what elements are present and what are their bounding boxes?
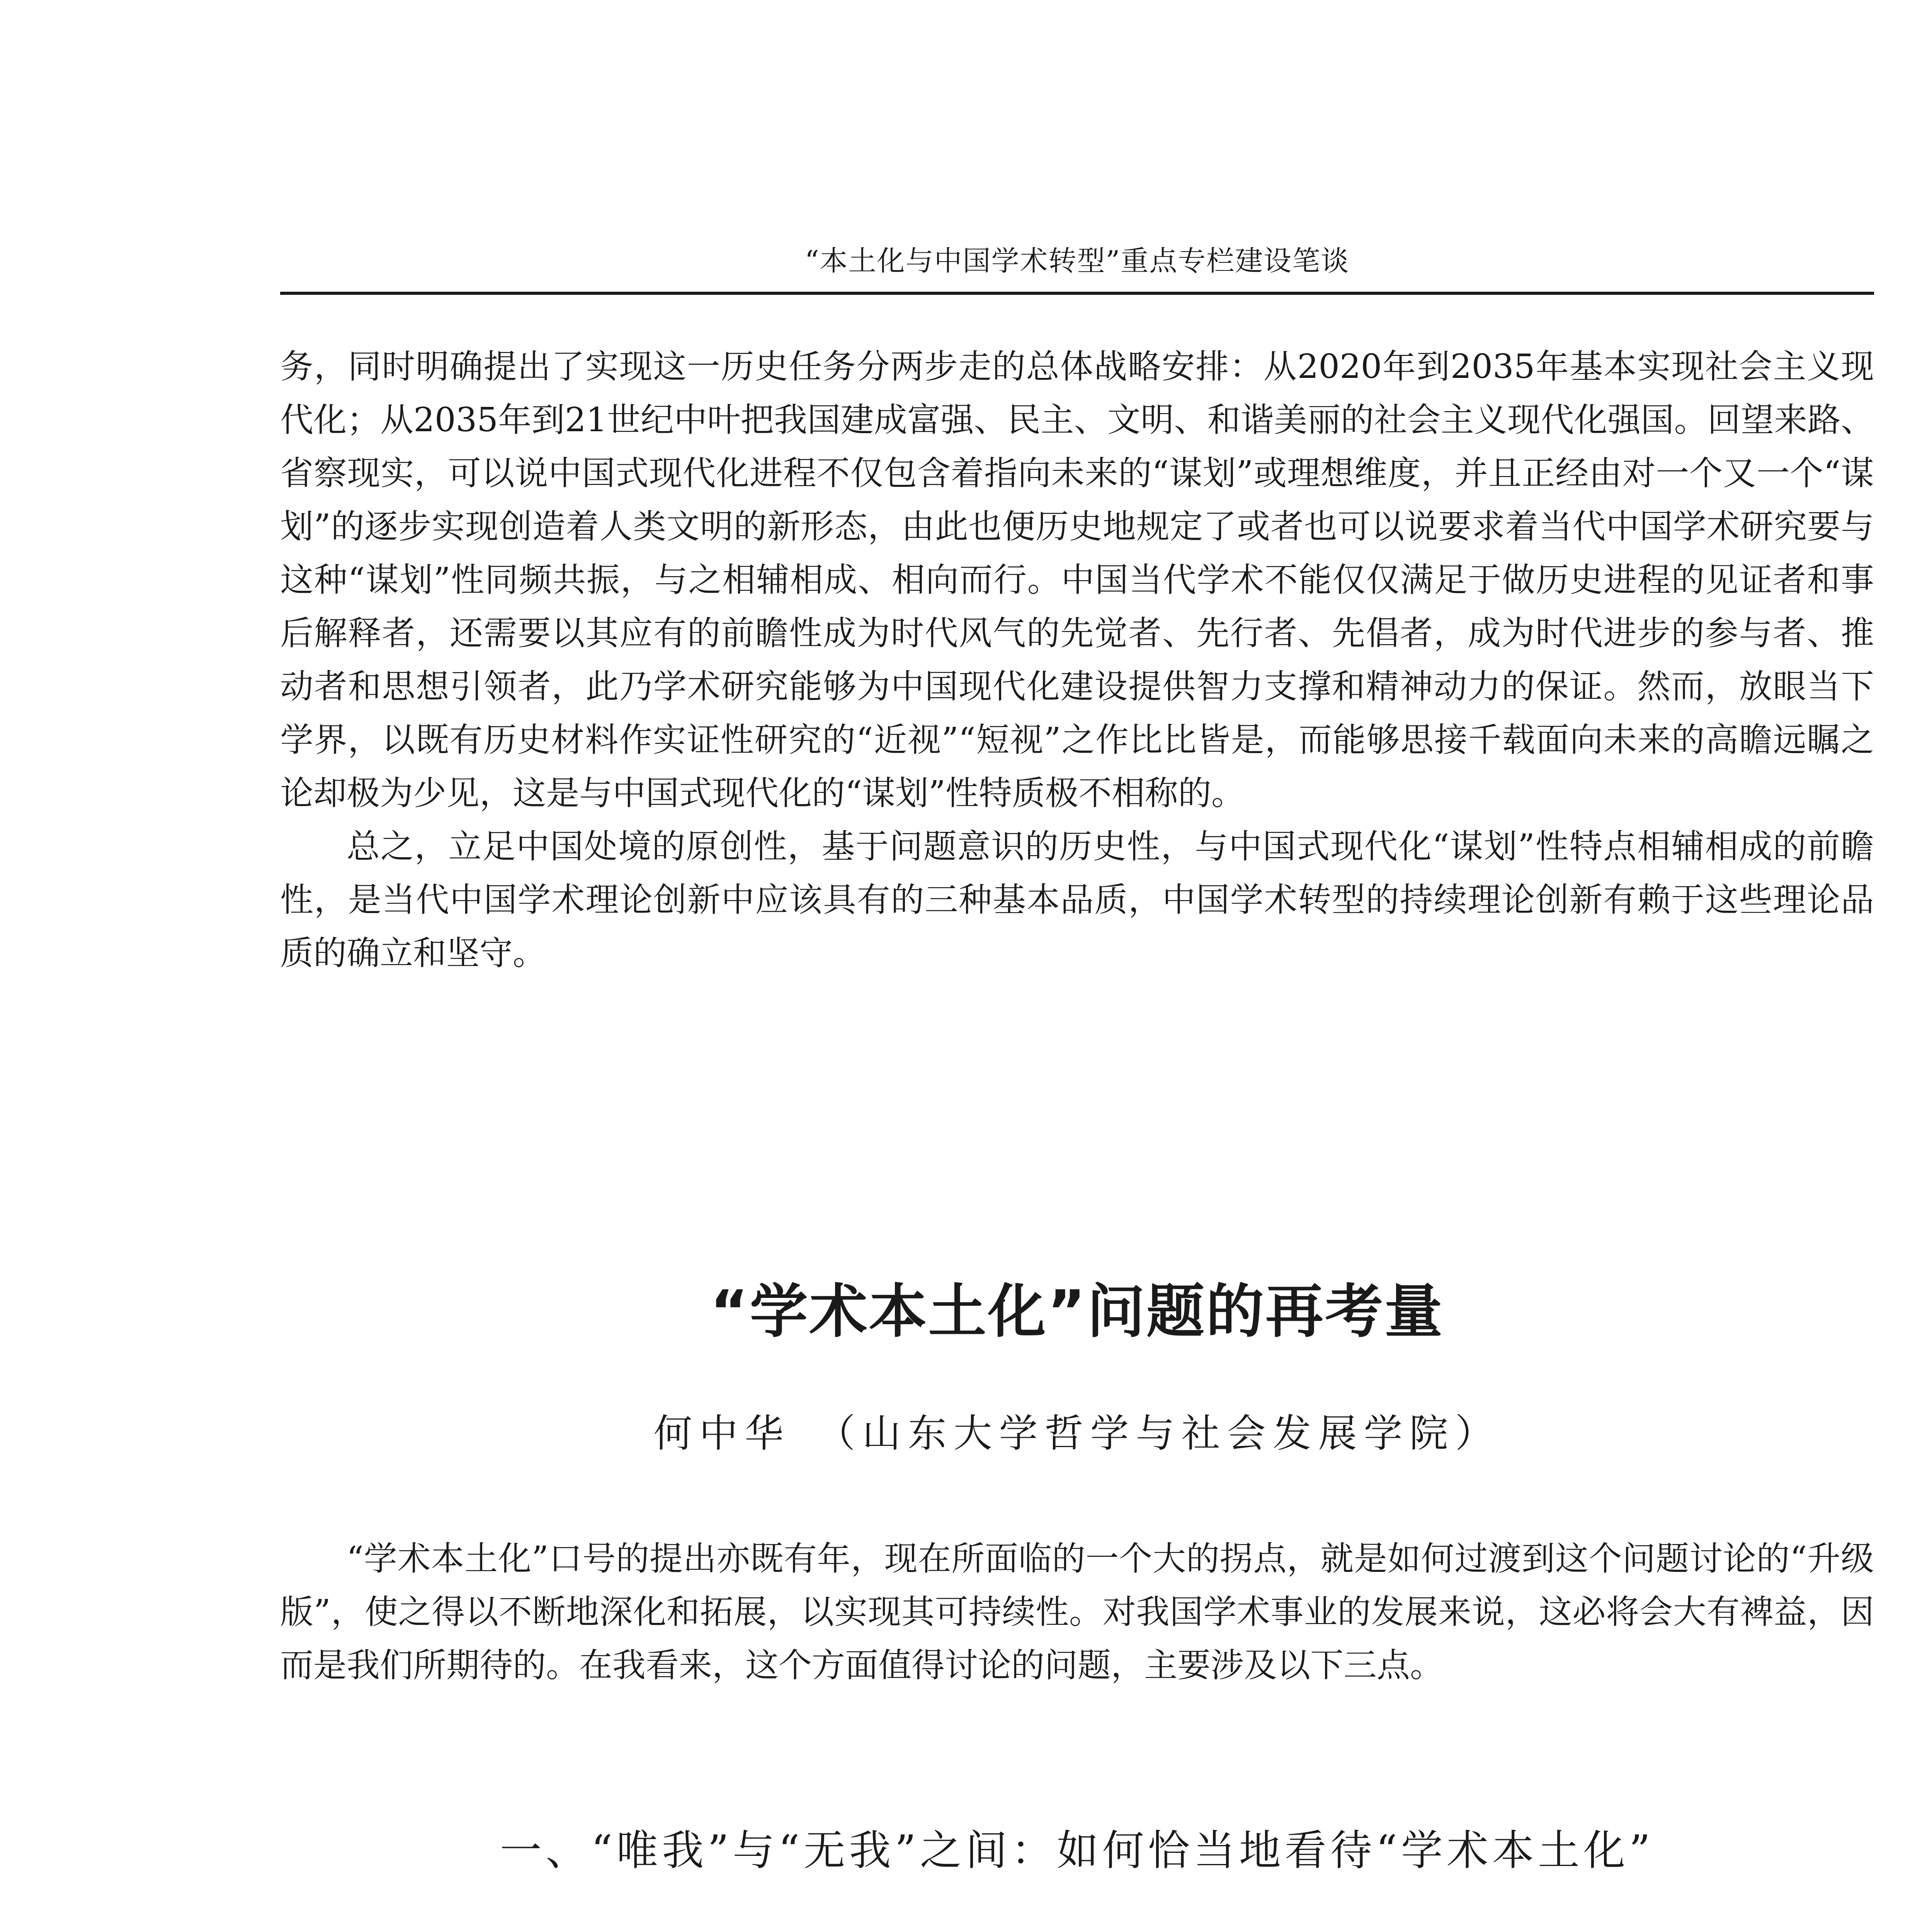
continued-paragraph: 务，同时明确提出了实现这一历史任务分两步走的总体战略安排：从2020年到2035年基本实现社会主义现代化；从2035年到21世纪中叶把我国建成富强、民主、文明、和谐美丽的社会主义现代化强国。回望来路、省察现实，可以说中国式现代化进程不仅包含着指向未来的“谋划”或理想维度，并且正经由对一个又一个“谋划”的逐步实现创造着人类文明的新形态，由此也便历史地规定了或者也可以说要求着当代中国学术研究要与这种“谋划”性同频共振，与之相辅相成、相向而行。中国当代学术不能仅仅满足于做历史进程的见证者和事后解释者，还需要以其应有的前瞻性成为时代风气的先觉者、先行者、先倡者，成为时代进步的参与者、推动者和思想引领者，此乃学术研究能够为中国现代化建设提供智力支撑和精神动力的保证。然而，放眼当下学界，以既有历史材料作实证性研究的“近视”“短视”之作比比皆是，而能够思接千载面向未来的高瞻远瞩之论却极为少见，这是与中国式现代化的“谋划”性特质极不相称的。 [280, 347, 1874, 813]
intro-paragraph: “学术本土化”口号的提出亦既有年，现在所面临的一个大的拐点，就是如何过渡到这个问题讨论的“升级版”，使之得以不断地深化和拓展，以实现其可持续性。对我国学术事业的发展来说，这必将会大有裨益，因而是我们所期待的。在我看来，这个方面值得讨论的问题，主要涉及以下三点。 [280, 1539, 1874, 1685]
header-rule [280, 292, 1874, 295]
section-heading: 一、“唯我”与“无我”之间：如何恰当地看待“学术本土化” [500, 1827, 1655, 1875]
article-intro [280, 1532, 1874, 1692]
article-title: “学术本土化”问题的再考量 [710, 1278, 1444, 1345]
running-header: “本土化与中国学术转型”重点专栏建设笔谈 [804, 245, 1350, 277]
previous-article-continuation [280, 340, 1874, 980]
conclusion-paragraph: 总之，立足中国处境的原创性，基于问题意识的历史性，与中国式现代化“谋划”性特点相辅相成的前瞻性，是当代中国学术理论创新中应该具有的三种基本品质，中国学术转型的持续理论创新有赖于这些理论品质的确立和坚守。 [280, 827, 1874, 973]
author-byline: 何中华 （山东大学哲学与社会发展学院） [653, 1411, 1501, 1456]
